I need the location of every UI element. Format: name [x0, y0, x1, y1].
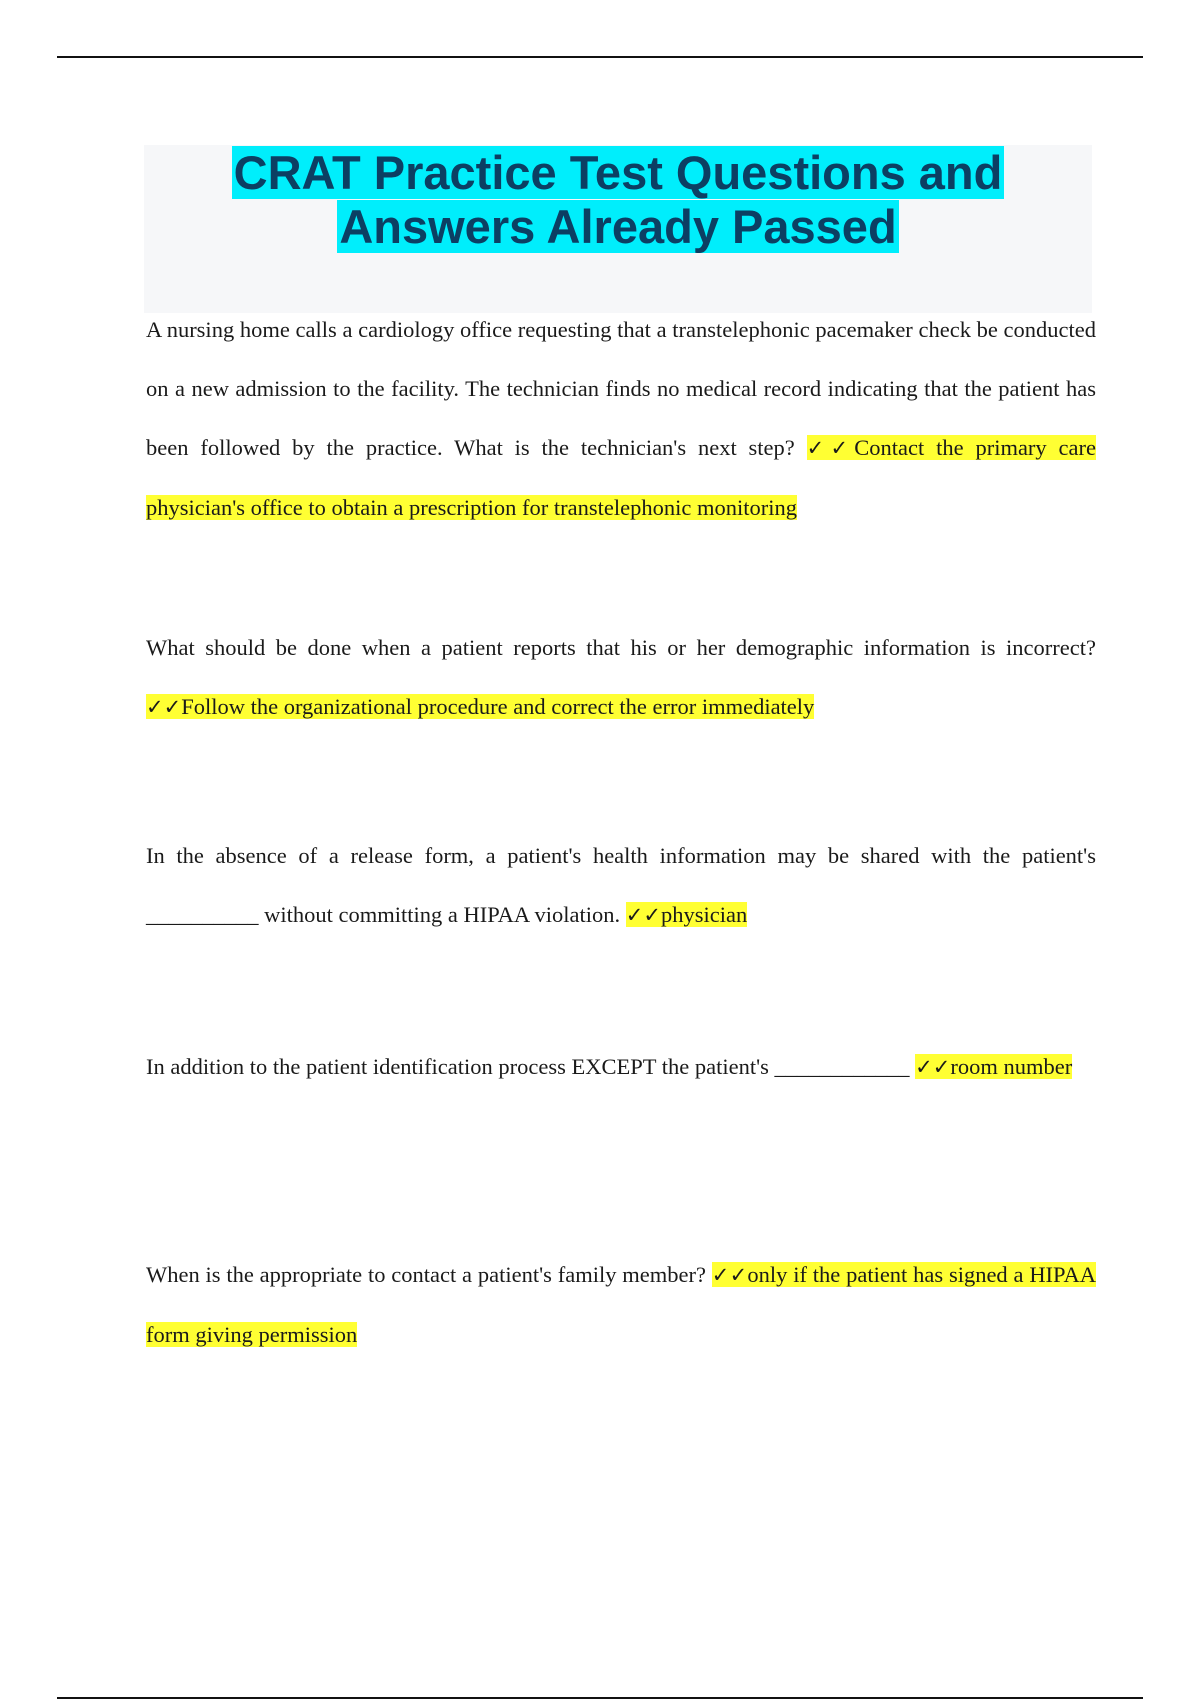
qa-item [146, 1037, 1096, 1097]
check-mark-icon: ✓✓ [915, 1055, 951, 1079]
answer-highlight [626, 902, 747, 927]
question-text: A nursing home calls a cardiology office requesting that a transtelephonic pacemaker check be conducted on a new admission to the facility. The technician finds no medical record indicating that the patient has been followed by the practice. What is the technician's next step? [146, 317, 1096, 460]
answer-text: room number [950, 1054, 1073, 1079]
qa-item [146, 300, 1096, 537]
document-title-line-2: Answers Already Passed [339, 200, 897, 253]
answer-text: physician [661, 902, 748, 927]
question-text: What should be done when a patient reports that his or her demographic information is incorrect? [146, 635, 1096, 660]
title-block [144, 145, 1092, 313]
bottom-rule [57, 1697, 1143, 1699]
answer-highlight [915, 1054, 1072, 1079]
question-text: When is the appropriate to contact a patient's family member? [146, 1262, 712, 1287]
question-text: In addition to the patient identification process EXCEPT the patient's ____________ [146, 1054, 916, 1079]
top-rule [57, 56, 1143, 58]
check-mark-icon: ✓✓ [625, 903, 661, 927]
qa-item [146, 618, 1096, 737]
question-text: In the absence of a release form, a patient's health information may be shared with the patient's __________ without committing a HIPAA violation. [146, 843, 1096, 927]
check-mark-icon: ✓✓ [806, 436, 855, 460]
answer-text: Contact the primary care physician's office to obtain a prescription for transtelephonic monitoring [146, 435, 1096, 520]
answer-text: Follow the organizational procedure and correct the error immediately [181, 694, 815, 719]
document-title-line-1: CRAT Practice Test Questions and [233, 146, 1003, 199]
check-mark-icon: ✓✓ [146, 695, 182, 719]
qa-item [146, 826, 1096, 945]
answer-highlight [146, 694, 814, 719]
answer-text: only if the patient has signed a HIPAA form giving permission [146, 1262, 1096, 1347]
qa-item [146, 1245, 1096, 1364]
check-mark-icon: ✓✓ [711, 1263, 748, 1287]
